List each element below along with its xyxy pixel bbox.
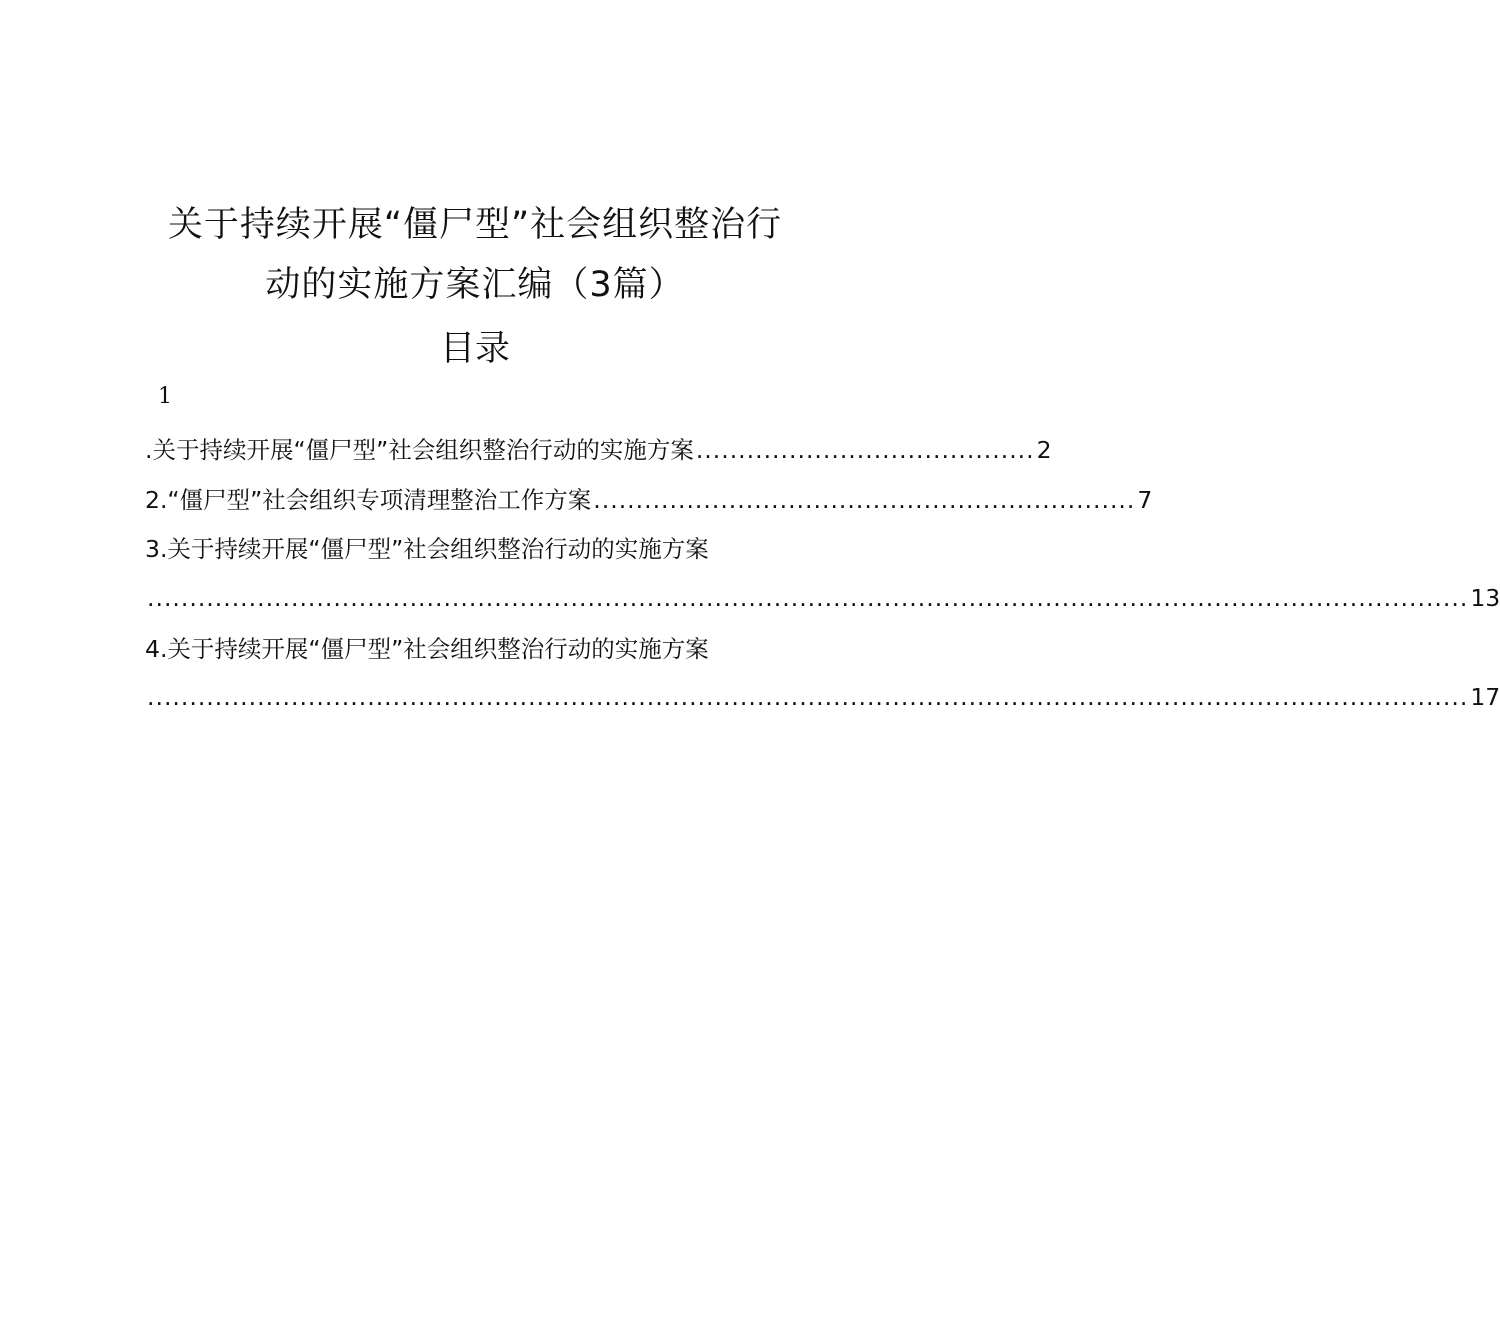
toc-leader: ........................................ — [695, 436, 1035, 464]
toc-marker: 1 — [158, 384, 172, 409]
toc-heading: 目录 — [439, 329, 510, 369]
toc-leader: ................................................................ — [593, 486, 1136, 514]
toc-entry-text: 2.“僵尸型”社会组织专项清理整治工作方案 — [145, 486, 592, 514]
document-title-line-2: 动的实施方案汇编（3篇） — [265, 265, 685, 306]
document-title-line-1: 关于持续开展“僵尸型”社会组织整治行 — [167, 205, 783, 246]
document-title — [120, 195, 830, 315]
toc-leader: ............................................................................................................................................................ — [147, 683, 1469, 711]
toc-entry-3[interactable] — [145, 529, 805, 569]
toc-entry-text: 4.关于持续开展“僵尸型”社会组织整治行动的实施方案 — [145, 635, 709, 663]
toc-entry-2[interactable] — [145, 480, 1153, 520]
toc-entry-3-continuation[interactable] — [145, 578, 1500, 618]
toc-page-number: 17 — [1470, 683, 1500, 711]
toc-entry-4[interactable] — [145, 629, 805, 669]
toc-page-number: 13 — [1470, 584, 1500, 612]
toc-entry-text: .关于持续开展“僵尸型”社会组织整治行动的实施方案 — [145, 436, 694, 464]
toc-page-number: 2 — [1036, 436, 1052, 464]
toc-entry-1[interactable] — [145, 430, 1052, 470]
toc-entry-text: 3.关于持续开展“僵尸型”社会组织整治行动的实施方案 — [145, 535, 709, 563]
toc-entry-4-continuation[interactable] — [145, 677, 1500, 717]
toc-page-number: 7 — [1137, 486, 1153, 514]
toc-leader: ............................................................................................................................................................ — [147, 584, 1469, 612]
